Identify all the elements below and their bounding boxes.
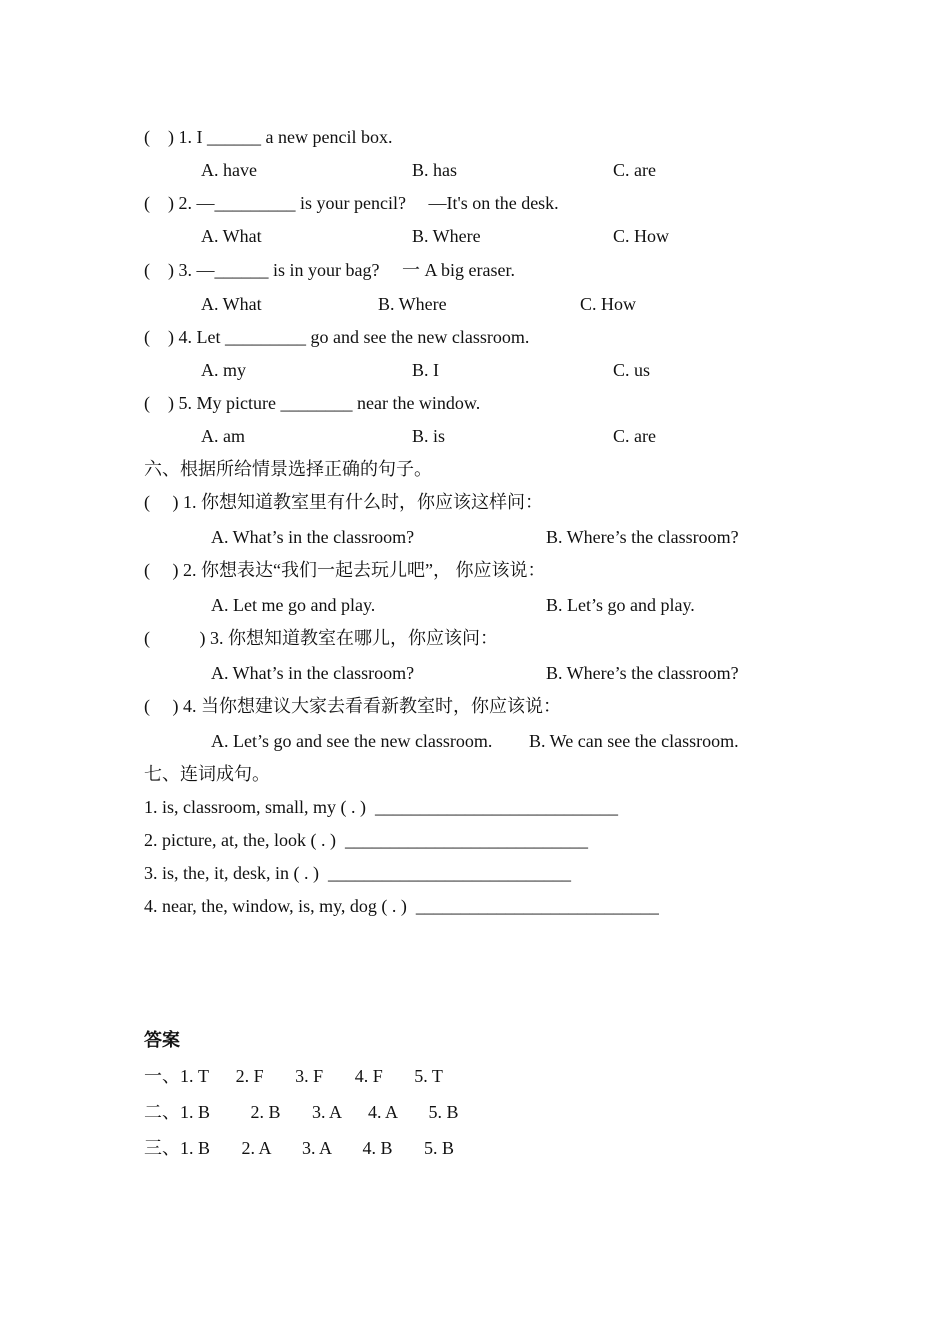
answers-line-2: 二、1. B 2. B 3. A 4. A 5. B [144,1102,459,1122]
q6-4-option-a: A. Let’s go and see the new classroom. [211,731,493,751]
q6-1-option-a: A. What’s in the classroom? [211,527,415,547]
answers-title: 答案 [144,1030,180,1050]
q5-5-option-a: A. am [201,426,245,446]
q5-3-option-b: B. Where [378,294,447,314]
q5-1-option-a: A. have [201,160,257,180]
q6-3-option-b: B. Where’s the classroom? [546,663,739,683]
q7-item-3: 3. is, the, it, desk, in ( . ) ___________________________ [144,863,571,883]
q6-2-stem: ( ) 2. 你想表达“我们一起去玩儿吧”， 你应该说： [144,560,546,580]
q5-1-option-b: B. has [412,160,457,180]
q6-3-stem: ( ) 3. 你想知道教室在哪儿，你应该问： [144,628,498,648]
section6-title: 六、根据所给情景选择正确的句子。 [144,459,432,479]
q5-4-option-b: B. I [412,360,439,380]
q5-3-stem: ( ) 3. —______ is in your bag? 一 A big eraser. [144,260,515,280]
q5-2-stem: ( ) 2. —_________ is your pencil? —It's on the desk. [144,193,559,213]
q6-3-option-a: A. What’s in the classroom? [211,663,415,683]
answers-line-3: 三、1. B 2. A 3. A 4. B 5. B [144,1138,455,1158]
q5-5-option-b: B. is [412,426,446,446]
q7-item-1: 1. is, classroom, small, my ( . ) ___________________________ [144,797,618,817]
q5-2-option-a: A. What [201,226,262,246]
q5-3-option-a: A. What [201,294,262,314]
q5-4-option-a: A. my [201,360,246,380]
q5-4-option-c: C. us [613,360,651,380]
q6-2-option-b: B. Let’s go and play. [546,595,695,615]
q7-item-2: 2. picture, at, the, look ( . ) ___________________________ [144,830,588,850]
q5-2-option-c: C. How [613,226,670,246]
q6-1-stem: ( ) 1. 你想知道教室里有什么时，你应该这样问： [144,492,543,512]
section7-title: 七、连词成句。 [144,764,270,784]
q5-4-stem: ( ) 4. Let _________ go and see the new classroom. [144,327,530,347]
q6-4-option-b: B. We can see the classroom. [529,731,739,751]
q5-1-option-c: C. are [613,160,656,180]
q7-item-4: 4. near, the, window, is, my, dog ( . ) ___________________________ [144,896,659,916]
q5-5-stem: ( ) 5. My picture ________ near the window. [144,393,481,413]
q6-2-option-a: A. Let me go and play. [211,595,376,615]
q6-4-stem: ( ) 4. 当你想建议大家去看看新教室时，你应该说： [144,696,561,716]
answers-line-1: 一、1. T 2. F 3. F 4. F 5. T [144,1066,443,1086]
q5-2-option-b: B. Where [412,226,481,246]
q5-1-stem: ( ) 1. I ______ a new pencil box. [144,127,393,147]
q5-3-option-c: C. How [580,294,637,314]
q6-1-option-b: B. Where’s the classroom? [546,527,739,547]
q5-5-option-c: C. are [613,426,656,446]
